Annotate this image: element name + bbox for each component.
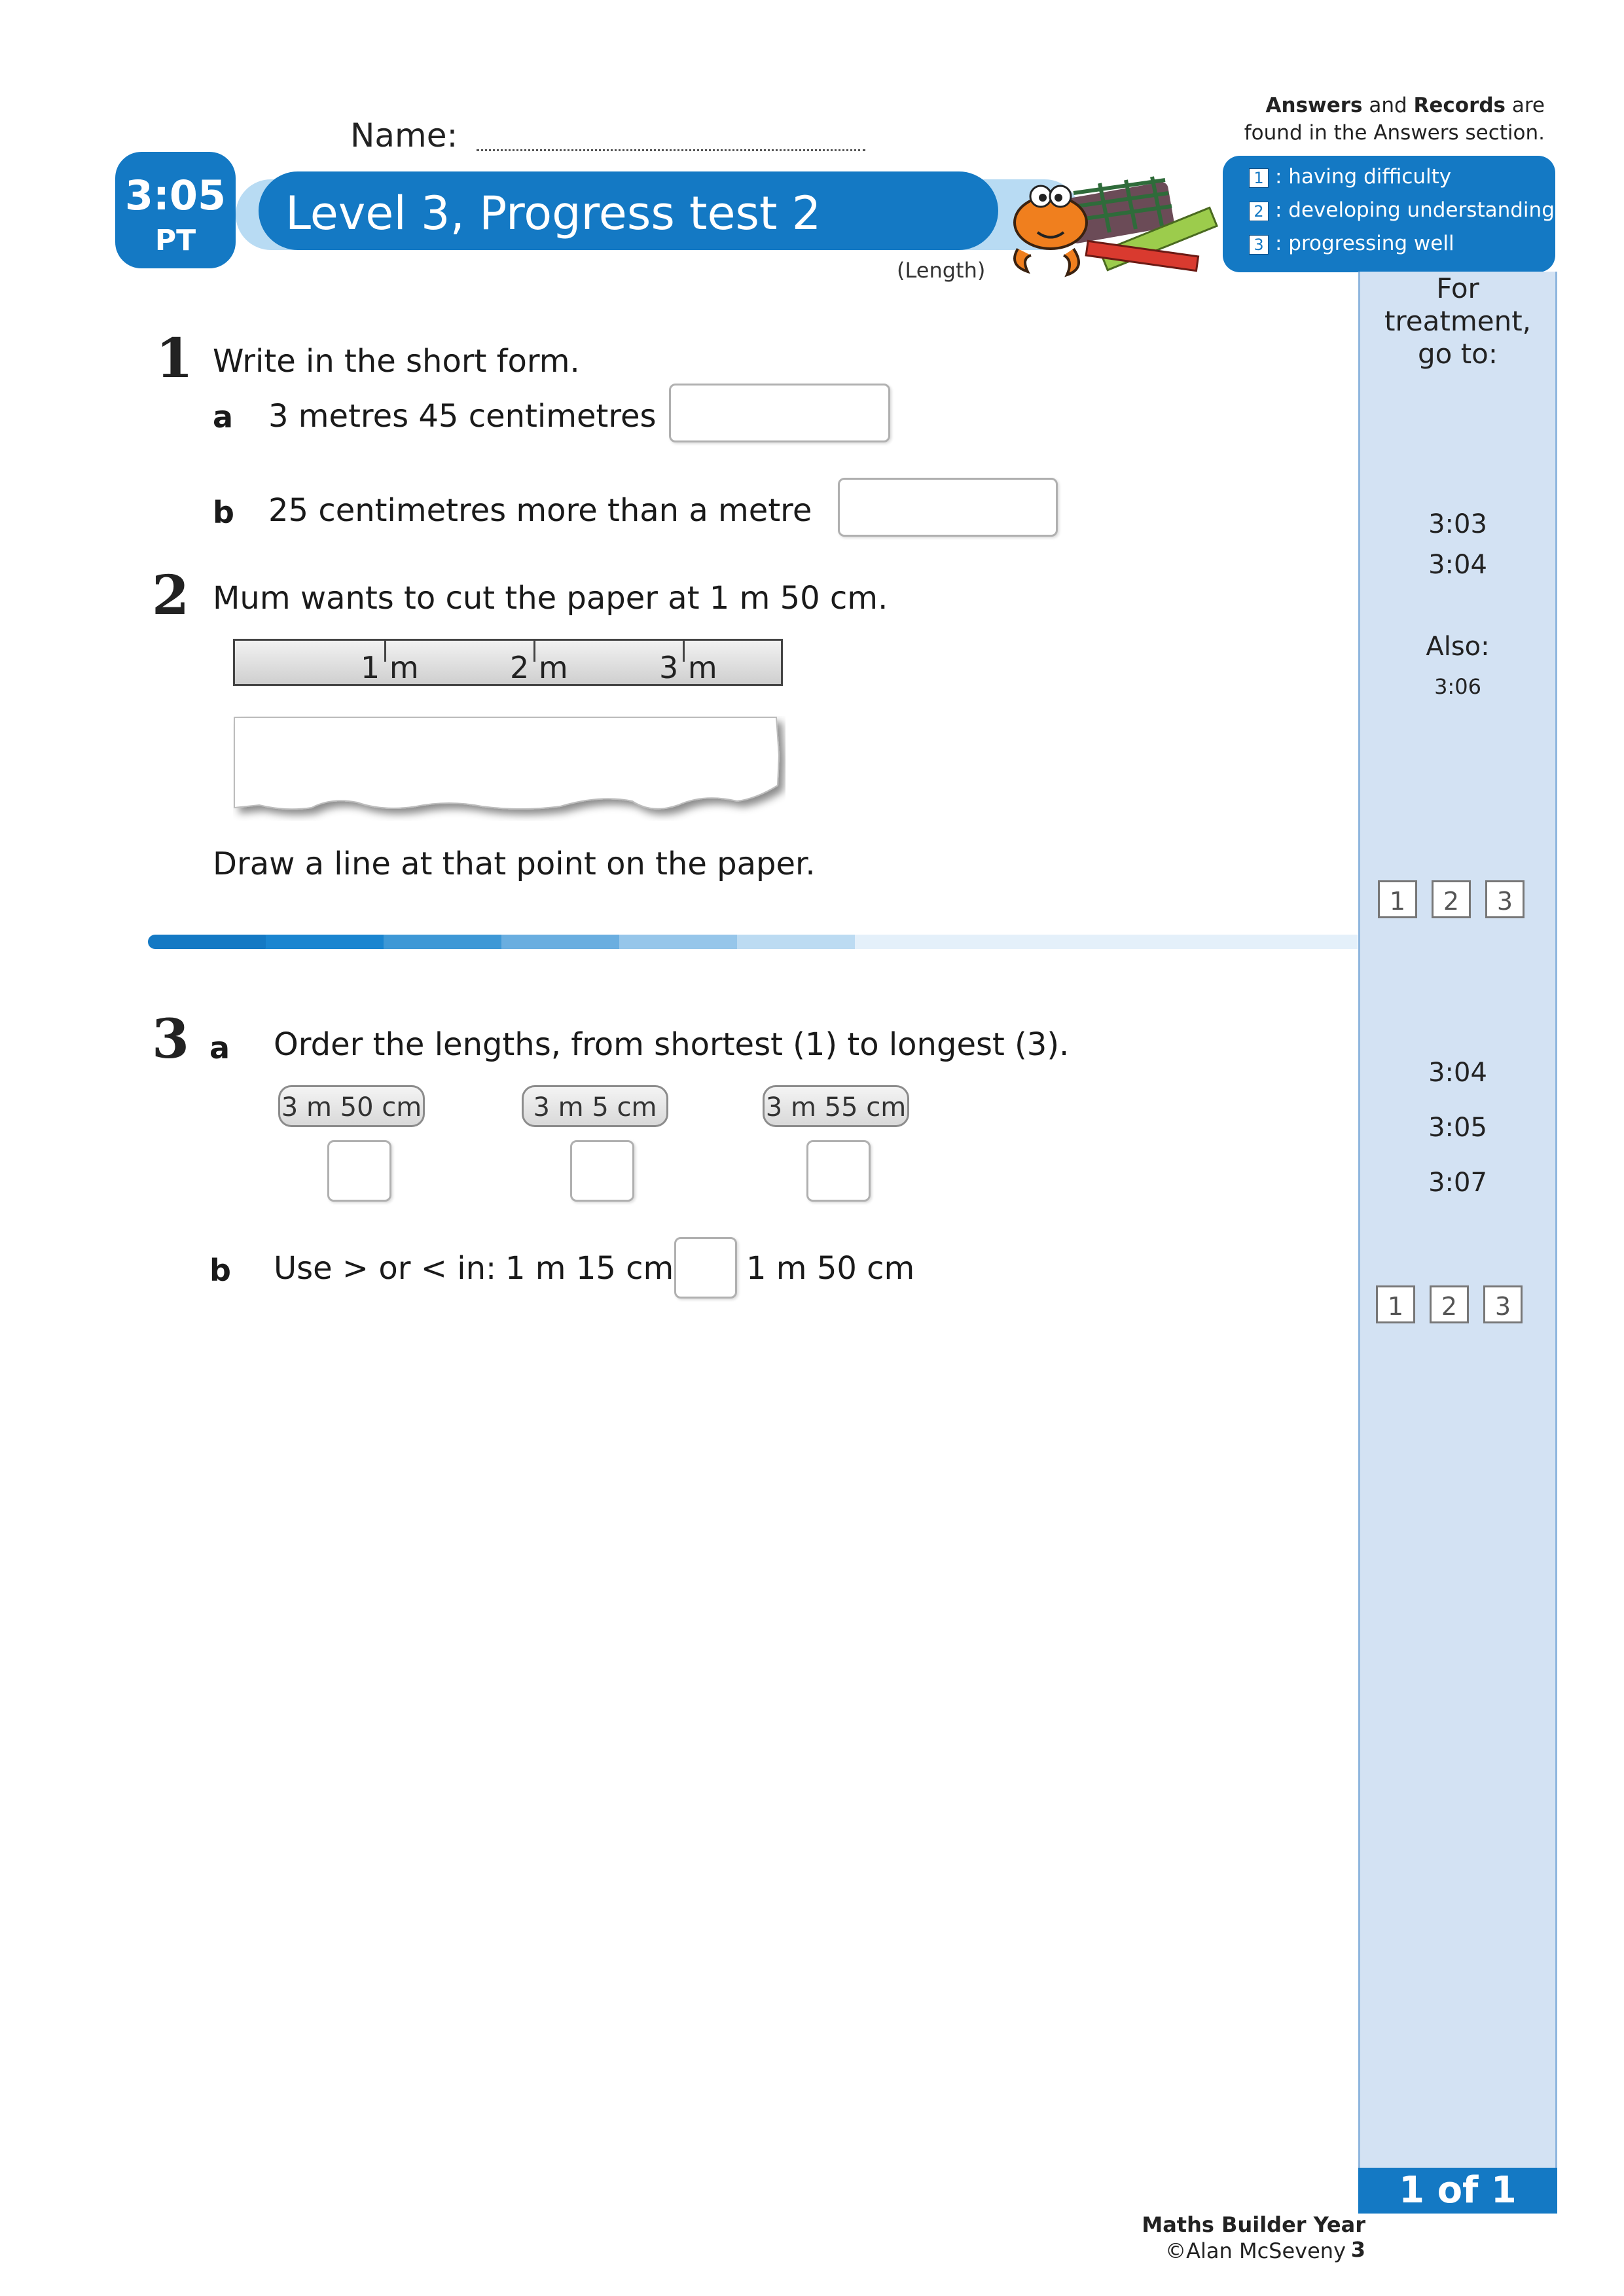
question-number: 1: [156, 327, 194, 390]
answers-note-line2: found in the Answers section.: [1244, 121, 1545, 145]
subpart-label: b: [209, 1253, 231, 1288]
records-word: Records: [1413, 94, 1506, 117]
subpart-label: b: [213, 495, 234, 530]
length-tag: 3 m 5 cm: [522, 1085, 668, 1127]
key-label: : having difficulty: [1275, 165, 1452, 188]
score-box[interactable]: 2: [1432, 880, 1471, 918]
compare-right: 1 m 50 cm: [746, 1250, 915, 1287]
subpart-text: Order the lengths, from shortest (1) to longest (3).: [274, 1026, 1070, 1063]
ruler-label: 1 m: [361, 650, 419, 685]
key-row-3: [1249, 232, 1454, 255]
progress-key: [1223, 156, 1555, 272]
ruler-label: 3 m: [659, 650, 717, 685]
answers-and: and: [1362, 94, 1414, 117]
answers-word: Answers: [1265, 94, 1363, 117]
subject-label: (Length): [897, 258, 986, 283]
subpart-text: 25 centimetres more than a metre: [268, 492, 812, 529]
treatment-ref[interactable]: 3:07: [1428, 1168, 1487, 1198]
answer-box-q1b[interactable]: [838, 478, 1058, 537]
crab-mascot-icon: [1001, 151, 1224, 281]
compare-left: 1 m 15 cm: [505, 1250, 674, 1287]
treatment-ref[interactable]: 3:05: [1428, 1113, 1487, 1143]
key-num: 1: [1249, 168, 1269, 188]
header-code: 3:05: [124, 171, 226, 219]
answer-box-q1a[interactable]: [669, 384, 890, 442]
header-code-suffix: PT: [154, 224, 196, 257]
treatment-ref[interactable]: 3:04: [1428, 550, 1487, 580]
score-box[interactable]: 2: [1430, 1285, 1469, 1323]
score-box[interactable]: 1: [1378, 880, 1417, 918]
compare-symbol-box[interactable]: [674, 1237, 737, 1299]
score-boxes-q1-2: [1378, 880, 1525, 918]
subpart-text: 3 metres 45 centimetres: [268, 398, 657, 435]
length-tag: 3 m 50 cm: [278, 1085, 425, 1127]
score-box[interactable]: 3: [1485, 880, 1525, 918]
key-num: 3: [1249, 235, 1269, 255]
subpart-label: a: [213, 399, 234, 435]
treatment-ref[interactable]: 3:06: [1434, 674, 1481, 699]
name-label: Name:: [350, 117, 458, 154]
answers-are: are: [1506, 94, 1545, 117]
question-number: 2: [152, 564, 190, 627]
score-boxes-q3: [1376, 1285, 1523, 1323]
key-label: : developing understanding: [1275, 198, 1555, 222]
subpart-text: Use > or < in:: [274, 1250, 497, 1287]
question-text: Mum wants to cut the paper at 1 m 50 cm.: [213, 580, 888, 617]
name-input-line[interactable]: [477, 149, 865, 151]
order-box[interactable]: [570, 1140, 634, 1202]
metre-ruler: [233, 639, 783, 686]
ruler-label: 2 m: [510, 650, 568, 685]
score-box[interactable]: 1: [1376, 1285, 1415, 1323]
key-label: : progressing well: [1275, 232, 1454, 255]
question-number: 3: [152, 1008, 190, 1071]
question-text: Write in the short form.: [213, 343, 580, 380]
treatment-line2: go to:: [1417, 338, 1498, 370]
page-title: Level 3, Progress test 2: [285, 187, 821, 240]
key-row-2: [1249, 198, 1555, 222]
score-box[interactable]: 3: [1483, 1285, 1523, 1323]
order-box[interactable]: [327, 1140, 391, 1202]
key-row-1: [1249, 165, 1451, 188]
section-divider: [148, 935, 1358, 949]
key-num: 2: [1249, 202, 1269, 221]
paper-strip[interactable]: [233, 716, 785, 821]
treatment-ref[interactable]: 3:04: [1428, 1058, 1487, 1088]
also-label: Also:: [1426, 632, 1490, 662]
answers-note: [1172, 92, 1545, 147]
subpart-label: a: [209, 1030, 230, 1066]
treatment-line1: For treatment,: [1384, 272, 1532, 337]
treatment-heading: [1360, 272, 1555, 370]
footer-book: Maths Builder Year 3: [1142, 2212, 1365, 2262]
treatment-ref[interactable]: 3:03: [1428, 509, 1487, 539]
length-tag: 3 m 55 cm: [763, 1085, 909, 1127]
page-number: 1 of 1: [1358, 2168, 1557, 2214]
footer-author: ©Alan McSeveny: [1165, 2238, 1346, 2263]
question-instruction: Draw a line at that point on the paper.: [213, 846, 816, 882]
order-box[interactable]: [806, 1140, 871, 1202]
